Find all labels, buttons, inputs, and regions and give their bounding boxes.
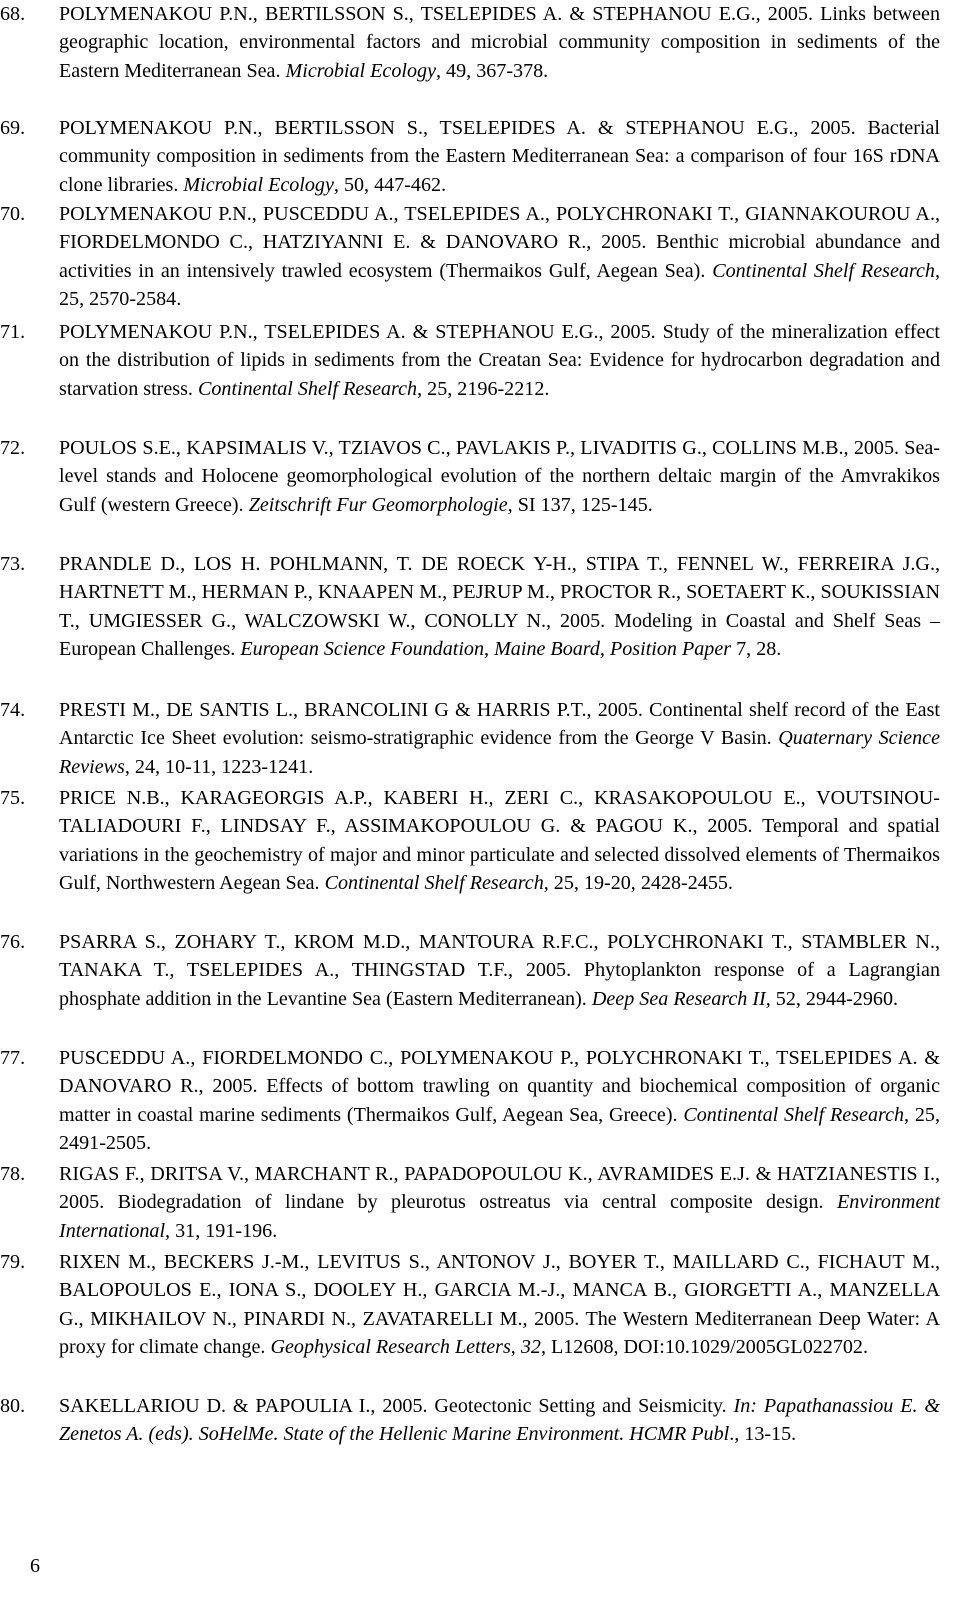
reference-text: PUSCEDDU A., FIORDELMONDO C., POLYMENAKOU P., POLYCHRONAKI T., TSELEPIDES A. & DANOVARO R., 2005. Effects of bottom trawling on quantity and biochemical composition of organic matter in coastal marine sediments (Thermaikos Gulf, Aegean Sea, Greece). Continental Shelf Research, 25, 2491-2505. <box>59 1047 940 1155</box>
reference-number: 77. <box>0 1047 26 1069</box>
reference-text: POLYMENAKOU P.N., TSELEPIDES A. & STEPHANOU E.G., 2005. Study of the mineralization effect on the distribution of lipids in sediments from the Creatan Sea: Evidence for hydrocarbon degradation and starvation stress. Continental Shelf Research, 25, 2196-2212. <box>59 321 940 400</box>
reference-text: POLYMENAKOU P.N., BERTILSSON S., TSELEPIDES A. & STEPHANOU E.G., 2005. Links between geographic location, environmental factors and microbial community composition in sediments of the Eastern Mediterranean Sea. Microbial Ecology, 49, 367-378. <box>59 3 940 82</box>
reference-number: 75. <box>0 787 26 809</box>
reference-text: PRICE N.B., KARAGEORGIS A.P., KABERI H., ZERI C., KRASAKOPOULOU E., VOUTSINOU-TALIADOURI F., LINDSAY F., ASSIMAKOPOULOU G. & PAGOU K., 2005. Temporal and spatial variations in the geochemistry of major and minor particulate and selected dissolved elements of Thermaikos Gulf, Northwestern Aegean Sea. Continental Shelf Research, 25, 19-20, 2428-2455. <box>59 787 940 895</box>
reference-number: 68. <box>0 3 26 25</box>
reference-item <box>0 1392 960 1449</box>
page-number: 6 <box>30 1555 40 1577</box>
reference-item <box>0 550 960 664</box>
reference-number: 79. <box>0 1251 26 1273</box>
reference-number: 71. <box>0 321 26 343</box>
reference-text: POULOS S.E., KAPSIMALIS V., TZIAVOS C., PAVLAKIS P., LIVADITIS G., COLLINS M.B., 2005. Sea-level stands and Holocene geomorphological evolution of the northern deltaic margin of the Amvrakikos Gulf (western Greece). Zeitschrift Fur Geomorphologie, SI 137, 125-145. <box>59 437 940 516</box>
reference-number: 78. <box>0 1163 26 1185</box>
reference-item <box>0 1160 960 1245</box>
reference-number: 76. <box>0 931 26 953</box>
reference-text: RIGAS F., DRITSA V., MARCHANT R., PAPADOPOULOU K., AVRAMIDES E.J. & HATZIANESTIS I., 2005. Biodegradation of lindane by pleurotus ostreatus via central composite design. Environment International, 31, 191-196. <box>59 1163 940 1242</box>
reference-item <box>0 318 960 403</box>
reference-text: PRESTI M., DE SANTIS L., BRANCOLINI G & HARRIS P.T., 2005. Continental shelf record of the East Antarctic Ice Sheet evolution: seismo-stratigraphic evidence from the George V Basin. Quaternary Science Reviews, 24, 10-11, 1223-1241. <box>59 699 940 778</box>
reference-number: 72. <box>0 437 26 459</box>
reference-item <box>0 434 960 519</box>
reference-item <box>0 784 960 898</box>
reference-item <box>0 1248 960 1362</box>
reference-text: PRANDLE D., LOS H. POHLMANN, T. DE ROECK Y-H., STIPA T., FENNEL W., FERREIRA J.G., HARTNETT M., HERMAN P., KNAAPEN M., PEJRUP M., PROCTOR R., SOETAERT K., SOUKISSIAN T., UMGIESSER G., WALCZOWSKI W., CONOLLY N., 2005. Modeling in Coastal and Shelf Seas – European Challenges. European Science Foundation, Maine Board, Position Paper 7, 28. <box>59 553 940 661</box>
reference-item <box>0 114 960 199</box>
reference-text: SAKELLARIOU D. & PAPOULIA I., 2005. Geotectonic Setting and Seismicity. In: Papathanassiou E. & Zenetos A. (eds). SoHelMe. State of the Hellenic Marine Environment. HCMR Publ., 13-15. <box>59 1395 940 1446</box>
reference-text: RIXEN M., BECKERS J.-M., LEVITUS S., ANTONOV J., BOYER T., MAILLARD C., FICHAUT M., BALOPOULOS E., IONA S., DOOLEY H., GARCIA M.-J., MANCA B., GIORGETTI A., MANZELLA G., MIKHAILOV N., PINARDI N., ZAVATARELLI M., 2005. The Western Mediterranean Deep Water: A proxy for climate change. Geophysical Research Letters, 32, L12608, DOI:10.1029/2005GL022702. <box>59 1251 940 1359</box>
reference-number: 69. <box>0 117 26 139</box>
reference-number: 73. <box>0 553 26 575</box>
reference-item <box>0 200 960 314</box>
reference-text: POLYMENAKOU P.N., PUSCEDDU A., TSELEPIDES A., POLYCHRONAKI T., GIANNAKOUROU A., FIORDELMONDO C., HATZIYANNI E. & DANOVARO R., 2005. Benthic microbial abundance and activities in an intensively trawled ecosystem (Thermaikos Gulf, Aegean Sea). Continental Shelf Research, 25, 2570-2584. <box>59 203 940 311</box>
reference-number: 80. <box>0 1395 26 1417</box>
reference-number: 74. <box>0 699 26 721</box>
reference-text: PSARRA S., ZOHARY T., KROM M.D., MANTOURA R.F.C., POLYCHRONAKI T., STAMBLER N., TANAKA T., TSELEPIDES A., THINGSTAD T.F., 2005. Phytoplankton response of a Lagrangian phosphate addition in the Levantine Sea (Eastern Mediterranean). Deep Sea Research II, 52, 2944-2960. <box>59 931 940 1010</box>
reference-text: POLYMENAKOU P.N., BERTILSSON S., TSELEPIDES A. & STEPHANOU E.G., 2005. Bacterial community composition in sediments from the Eastern Mediterranean Sea: a comparison of four 16S rDNA clone libraries. Microbial Ecology, 50, 447-462. <box>59 117 940 196</box>
reference-number: 70. <box>0 203 26 225</box>
reference-item <box>0 928 960 1013</box>
reference-item <box>0 696 960 781</box>
reference-item <box>0 0 960 85</box>
reference-item <box>0 1044 960 1158</box>
